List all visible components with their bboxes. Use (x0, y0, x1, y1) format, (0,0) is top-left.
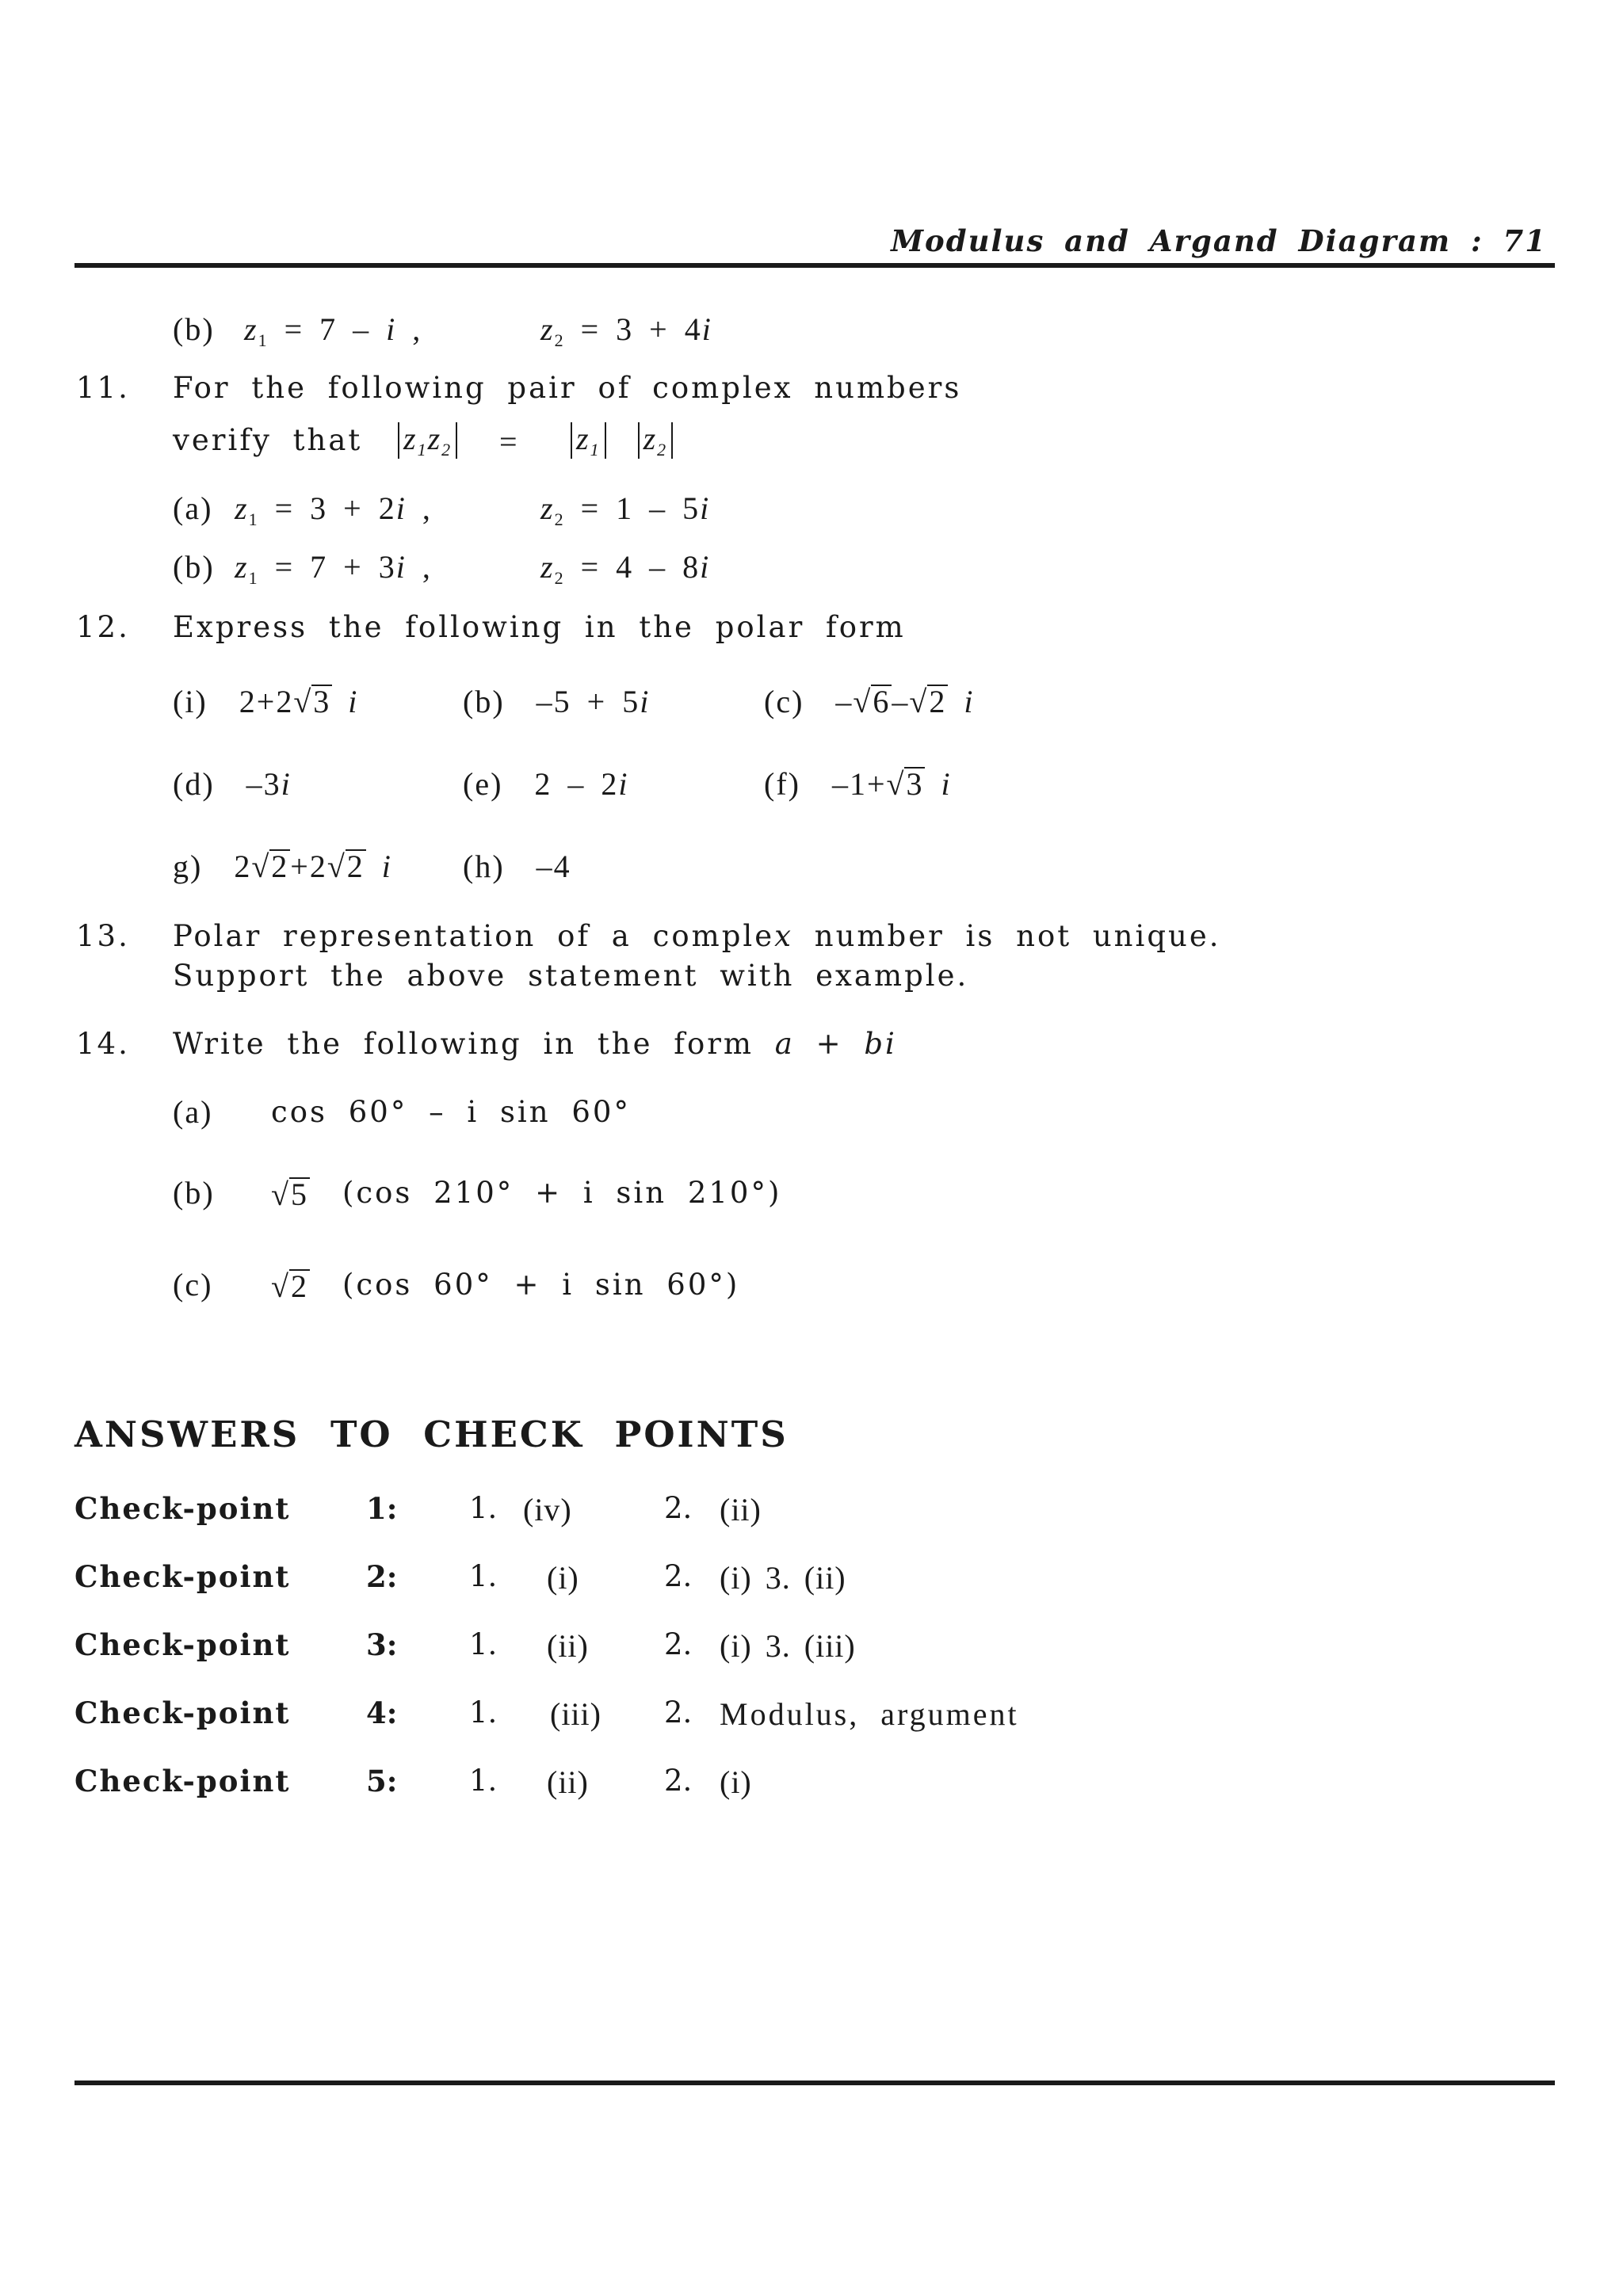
checkpoint-5-name: Check-point (74, 1764, 291, 1798)
checkpoint-1-q1-index: 1. (469, 1491, 498, 1525)
q12c: (c) –√6–√2 i (764, 684, 975, 719)
checkpoint-4-number: 4: (366, 1695, 398, 1730)
checkpoint-2-q1-index: 1. (469, 1559, 498, 1593)
q14c-sqrt: √2 (271, 1268, 308, 1304)
checkpoint-5-q1-index: 1. (469, 1764, 498, 1798)
checkpoint-2-q2-answer: (i) 3. (ii) (720, 1560, 846, 1596)
q11b-label: (b) (173, 549, 215, 585)
q12-prompt: Express the following in the polar form (173, 610, 906, 644)
checkpoint-3-q1-answer: (ii) (547, 1628, 589, 1664)
q11-identity-lhs: $z_1z_2$ (398, 420, 457, 459)
checkpoint-4-q2-index: 2. (664, 1695, 693, 1730)
checkpoint-4-q1-answer: (iii) (550, 1696, 601, 1732)
q14c-label: (c) (173, 1267, 213, 1302)
checkpoint-1-q1-answer: (iv) (523, 1492, 572, 1527)
q11-prompt-line2: verify that (173, 423, 363, 457)
header-rule (74, 263, 1555, 268)
answers-heading: ANSWERS TO CHECK POINTS (74, 1413, 789, 1455)
checkpoint-1-q2-answer: (ii) (720, 1492, 762, 1527)
q14b-expr: (cos 210° + i sin 210°) (342, 1176, 782, 1210)
q10b-z1: $z_1 = 7 - i$ , (244, 311, 422, 350)
q12b: (b) –5 + 5i (463, 684, 651, 719)
q14a-expr: cos 60° – i sin 60° (271, 1095, 631, 1129)
checkpoint-5-number: 5: (366, 1764, 398, 1798)
footer-rule (74, 2081, 1555, 2085)
checkpoint-1-number: 1: (366, 1491, 398, 1526)
q13-number: 13. (76, 919, 130, 953)
checkpoint-2-q1-answer: (i) (547, 1560, 579, 1596)
q12i: (i) 2+2√3 i (173, 684, 359, 719)
q13-line1: Polar representation of a complex number is not unique. (173, 919, 1221, 953)
checkpoint-5-q2-index: 2. (664, 1764, 693, 1798)
q12-number: 12. (76, 610, 130, 644)
q14c-expr: (cos 60° + i sin 60°) (342, 1268, 740, 1302)
q11a-z1: $z_1 = 3 + 2i$ , (235, 490, 432, 529)
q12d: (d) –3i (173, 766, 292, 802)
checkpoint-2-q2-index: 2. (664, 1559, 693, 1593)
checkpoint-3-name: Check-point (74, 1627, 291, 1662)
checkpoint-4-q1-index: 1. (469, 1695, 498, 1730)
q14a-label: (a) (173, 1094, 213, 1130)
checkpoint-2-name: Check-point (74, 1559, 291, 1594)
q11a-z2: $z_2 = 1 - 5i$ (540, 490, 711, 529)
checkpoint-3-number: 3: (366, 1627, 398, 1662)
q12e: (e) 2 – 2i (463, 766, 629, 802)
q14b-sqrt: √5 (271, 1177, 308, 1212)
q11b-z2: $z_2 = 4 - 8i$ (540, 549, 711, 588)
q14-number: 14. (76, 1027, 130, 1061)
q11a-label: (a) (173, 490, 213, 526)
checkpoint-4-q2-answer: Modulus, argument (720, 1696, 1019, 1732)
checkpoint-1-name: Check-point (74, 1491, 291, 1526)
checkpoint-5-q2-answer: (i) (720, 1764, 752, 1800)
checkpoint-3-q2-answer: (i) 3. (iii) (720, 1628, 856, 1664)
q13-line2: Support the above statement with example. (173, 959, 969, 993)
checkpoint-3-q2-index: 2. (664, 1627, 693, 1661)
q12f: (f) –1+√3 i (764, 766, 952, 802)
q11-identity-equals: = (499, 424, 519, 460)
q12h: (h) –4 (463, 849, 571, 884)
q14b-label: (b) (173, 1175, 215, 1211)
q11b-z1: $z_1 = 7 + 3i$ , (235, 549, 432, 588)
q11-number: 11. (76, 371, 130, 405)
q11-prompt-line1: For the following pair of complex numbers (173, 371, 962, 405)
checkpoint-1-q2-index: 2. (664, 1491, 693, 1525)
checkpoint-4-name: Check-point (74, 1695, 291, 1730)
q10b-z2: $z_2 = 3 + 4i$ (540, 311, 712, 350)
q11-identity-rhs: $z_1$ $z_2$ (571, 420, 673, 459)
checkpoint-2-number: 2: (366, 1559, 398, 1594)
checkpoint-3-q1-index: 1. (469, 1627, 498, 1661)
q14-prompt: Write the following in the form a + bi (173, 1027, 897, 1061)
running-head: Modulus and Argand Diagram : 71 (891, 223, 1547, 258)
q10b-label: (b) (173, 311, 215, 347)
q12g: g) 2√2+2√2 i (173, 849, 392, 884)
checkpoint-5-q1-answer: (ii) (547, 1764, 589, 1800)
